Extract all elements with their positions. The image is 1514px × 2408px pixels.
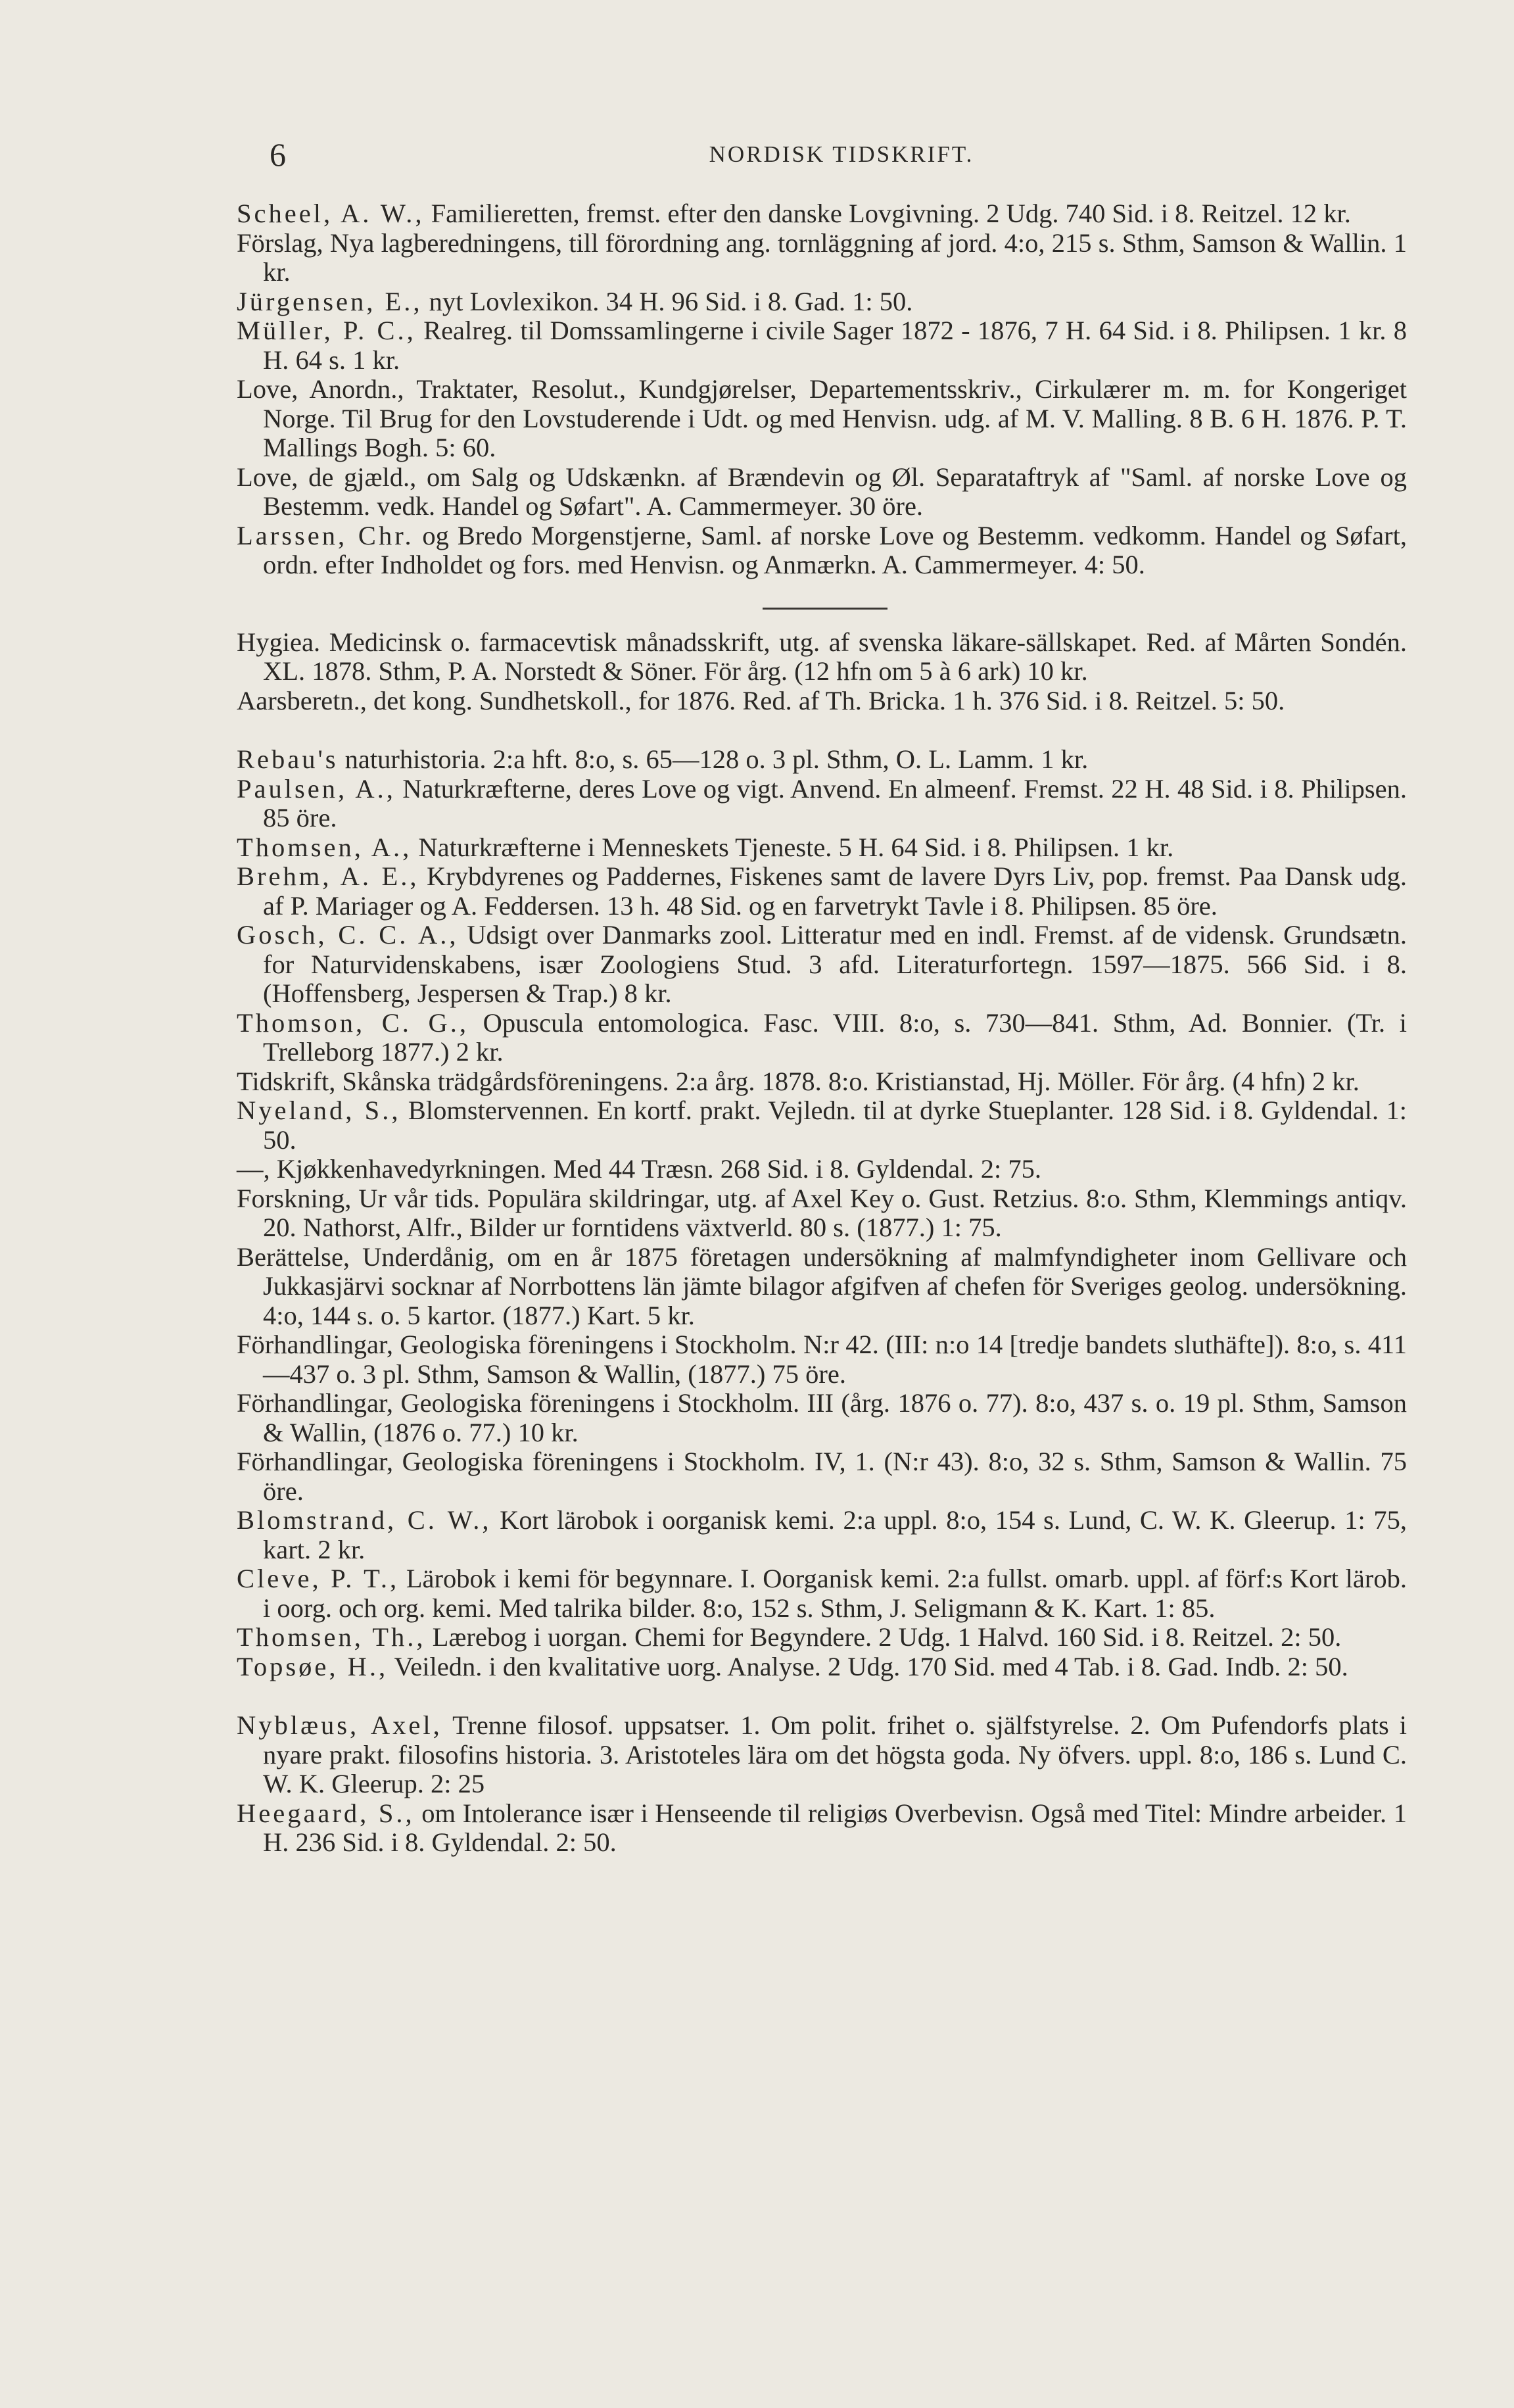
entry: Cleve, P. T., Lärobok i kemi för begynnare. I. Oorganisk kemi. 2:a fullst. omarb. uppl. af förf:s Kort lärob. i oorg. och org. kemi. Med talrika bilder. 8:o, 152 s. Sthm, J. Seligmann & K. Kart. 1: 85. <box>237 1564 1407 1623</box>
entry: Topsøe, H., Veiledn. i den kvalitative uorg. Analyse. 2 Udg. 170 Sid. med 4 Tab. i 8. Gad. Indb. 2: 50. <box>237 1651 1348 1681</box>
entry: —, Kjøkkenhavedyrkningen. Med 44 Træsn. 268 Sid. i 8. Gyldendal. 2: 75. <box>237 1154 1041 1184</box>
entry: Aarsberetn., det kong. Sundhetskoll., for 1876. Red. af Th. Bricka. 1 h. 376 Sid. i 8. Reitzel. 5: 50. <box>237 685 1285 715</box>
entry: Heegaard, S., om Intolerance især i Henseende til religiøs Overbevisn. Også med Titel: Mindre arbeider. 1 H. 236 Sid. i 8. Gyldendal. 2: 50. <box>237 1798 1407 1857</box>
page-header <box>270 132 1413 178</box>
section-medicine <box>237 628 1407 716</box>
entry: Love, Anordn., Traktater, Resolut., Kundgjørelser, Departementsskriv., Cirkulærer m. m. for Kongeriget Norge. Til Brug for den Lovstuderende i Udt. og med Henvisn. udg. af M. V. Malling. 8 B. 6 H. 1876. P. T. Mallings Bogh. 5: 60. <box>237 374 1407 462</box>
section-divider <box>763 608 887 610</box>
entry: Nyeland, S., Blomstervennen. En kortf. prakt. Vejledn. til at dyrke Stueplanter. 128 Sid. i 8. Gyldendal. 1: 50. <box>237 1096 1407 1155</box>
entry: Förhandlingar, Geologiska föreningens i Stockholm. IV, 1. (N:r 43). 8:o, 32 s. Sthm, Samson & Wallin. 75 öre. <box>237 1447 1407 1506</box>
entry: Jürgensen, E., nyt Lovlexikon. 34 H. 96 Sid. i 8. Gad. 1: 50. <box>237 286 913 316</box>
entry: Thomsen, A., Naturkræfterne i Menneskets Tjeneste. 5 H. 64 Sid. i 8. Philipsen. 1 kr. <box>237 832 1174 862</box>
entry: Forskning, Ur vår tids. Populära skildringar, utg. af Axel Key o. Gust. Retzius. 8:o. Sthm, Klemmings antiqv. 20. Nathorst, Alfr., Bilder ur forntidens växtverld. 80 s. (1877.) 1: 75. <box>237 1183 1407 1242</box>
entry: Brehm, A. E., Krybdyrenes og Paddernes, Fiskenes samt de lavere Dyrs Liv, pop. fremst. Paa Dansk udg. af P. Mariager og A. Feddersen. 13 h. 48 Sid. og en farvetrykt Tavle i 8. Philipsen. 85 öre. <box>237 861 1407 921</box>
running-title: NORDISK TIDSKRIFT. <box>709 141 974 167</box>
entry: Thomson, C. G., Opuscula entomologica. Fasc. VIII. 8:o, s. 730—841. Sthm, Ad. Bonnier. (Tr. i Trelleborg 1877.) 2 kr. <box>237 1007 1408 1067</box>
entry: Thomsen, Th., Lærebog i uorgan. Chemi for Begyndere. 2 Udg. 1 Halvd. 160 Sid. i 8. Reitzel. 2: 50. <box>237 1622 1342 1652</box>
section-law <box>237 199 1407 580</box>
entry: Paulsen, A., Naturkræfterne, deres Love og vigt. Anvend. En almeenf. Fremst. 22 H. 48 Sid. i 8. Philipsen. 85 öre. <box>237 773 1407 832</box>
entry: Berättelse, Underdånig, om en år 1875 företagen undersökning af malmfyndigheter inom Gellivare och Jukkasjärvi socknar af Norrbottens län jämte bilagor afgifven af chefen för Sveriges geolog. undersökning. 4:o, 144 s. o. 5 kartor. (1877.) Kart. 5 kr. <box>237 1241 1407 1330</box>
entry: Förhandlingar, Geologiska föreningens i Stockholm. III (årg. 1876 o. 77). 8:o, 437 s. o. 19 pl. Sthm, Samson & Wallin, (1876 o. 77.) 10 kr. <box>237 1388 1407 1447</box>
entry: Förslag, Nya lagberedningens, till förordning ang. tornläggning af jord. 4:o, 215 s. Sthm, Samson & Wallin. 1 kr. <box>237 228 1407 287</box>
section-philosophy <box>237 1711 1407 1858</box>
entry: Nyblæus, Axel, Trenne filosof. uppsatser. 1. Om polit. frihet o. själfstyrelse. 2. Om Pufendorfs plats i nyare prakt. filosofins historia. 3. Aristoteles lära om det högsta goda. Ny öfvers. uppl. 8:o, 186 s. Lund C. W. K. Gleerup. 2: 25 <box>237 1710 1408 1798</box>
entry: Müller, P. C., Realreg. til Domssamlingerne i civile Sager 1872 - 1876, 7 H. 64 Sid. i 8. Philipsen. 1 kr. 8 H. 64 s. 1 kr. <box>237 316 1407 375</box>
entry: Gosch, C. C. A., Udsigt over Danmarks zool. Litteratur med en indl. Fremst. af de vidensk. Grundsætn. for Naturvidenskabens, især Zoologiens Stud. 3 afd. Literaturfortegn. 1597—1875. 566 Sid. i 8. (Hoffensberg, Jespersen & Trap.) 8 kr. <box>237 920 1407 1008</box>
entry: Blomstrand, C. W., Kort lärobok i oorganisk kemi. 2:a uppl. 8:o, 154 s. Lund, C. W. K. Gleerup. 1: 75, kart. 2 kr. <box>237 1505 1407 1564</box>
page-number: 6 <box>270 136 286 173</box>
entry: Scheel, A. W., Familieretten, fremst. efter den danske Lovgivning. 2 Udg. 740 Sid. i 8. Reitzel. 12 kr. <box>237 199 1351 228</box>
section-gap <box>237 1681 1407 1711</box>
section-gap <box>237 715 1407 745</box>
entry: Tidskrift, Skånska trädgårdsföreningens. 2:a årg. 1878. 8:o. Kristianstad, Hj. Möller. För årg. (4 hfn) 2 kr. <box>237 1066 1360 1096</box>
entry: Love, de gjæld., om Salg og Udskænkn. af Brændevin og Øl. Separataftryk af "Saml. af norske Love og Bestemm. vedk. Handel og Søfart". A. Cammermeyer. 30 öre. <box>237 462 1407 521</box>
entry: Rebau's naturhistoria. 2:a hft. 8:o, s. 65—128 o. 3 pl. Sthm, O. L. Lamm. 1 kr. <box>237 744 1089 774</box>
section-natural-science <box>237 745 1407 1681</box>
entry: Larssen, Chr. og Bredo Morgenstjerne, Saml. af norske Love og Bestemm. vedkomm. Handel og Søfart, ordn. efter Indholdet og fors. med Henvisn. og Anmærkn. A. Cammermeyer. 4: 50. <box>237 520 1408 579</box>
entry: Hygiea. Medicinsk o. farmacevtisk månadsskrift, utg. af svenska läkare-sällskapet. Red. af Mårten Sondén. XL. 1878. Sthm, P. A. Norstedt & Söner. För årg. (12 hfn om 5 à 6 ark) 10 kr. <box>237 627 1407 686</box>
entry: Förhandlingar, Geologiska föreningens i Stockholm. N:r 42. (III: n:o 14 [tredje bandets sluthäfte]). 8:o, s. 411—437 o. 3 pl. Sthm, Samson & Wallin, (1877.) 75 öre. <box>237 1330 1407 1389</box>
bibliography-text <box>237 199 1407 1858</box>
